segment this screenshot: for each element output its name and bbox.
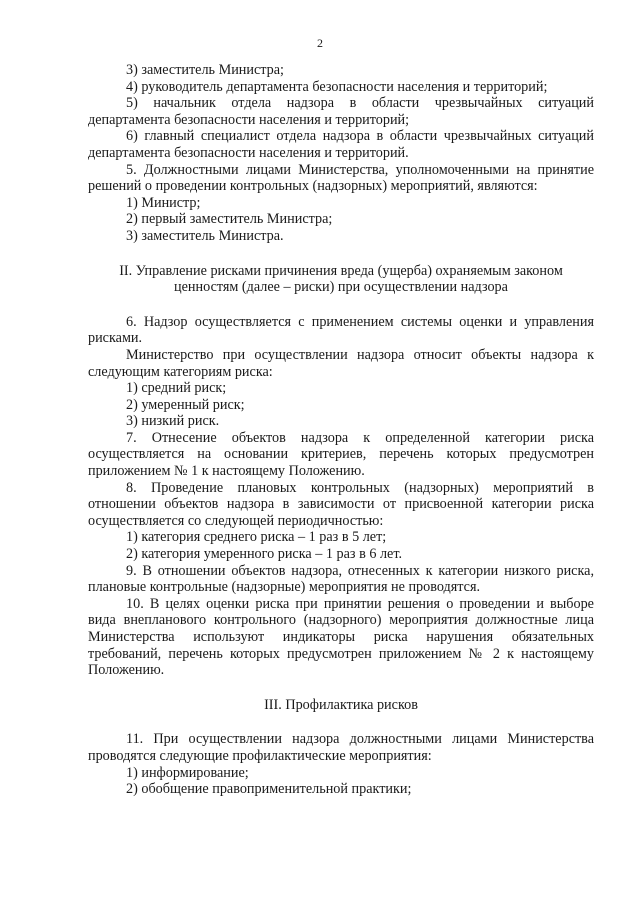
clause-10: 10. В целях оценки риска при принятии решения о проведении и выборе вида внепланового контрольного (надзорного) мероприятия должностные лица Министерства используют индикаторы риска нарушения обязательных требований, перечень которых предусмотрен приложением № 2 к настоящему Положению. — [88, 595, 594, 679]
clause-8: 8. Проведение плановых контрольных (надзорных) мероприятий в отношении объектов надзора в зависимости от присвоенной категории риска осуществляется со следующей периодичностью: — [88, 479, 594, 529]
spacer — [88, 245, 594, 263]
list-item: 2) обобщение правоприменительной практики; — [126, 781, 412, 798]
spacer — [88, 713, 594, 731]
clause-11: 11. При осуществлении надзора должностными лицами Министерства проводятся следующие профилактические мероприятия: — [88, 731, 594, 764]
list-item: 1) информирование; — [126, 764, 249, 781]
clause-9: 9. В отношении объектов надзора, отнесенных к категории низкого риска, плановые контрольные (надзорные) мероприятия не проводятся. — [88, 562, 594, 596]
spacer — [88, 679, 594, 697]
list-item: 6) главный специалист отдела надзора в области чрезвычайных ситуаций департамента безопасности населения и территорий. — [88, 128, 594, 161]
list-item: 2) категория умеренного риска – 1 раз в 6 лет. — [126, 546, 403, 563]
list-item: 1) средний риск; — [126, 380, 227, 397]
page-number: 2 — [317, 36, 323, 50]
section-heading-3: III. Профилактика рисков — [264, 696, 418, 713]
document-body — [88, 62, 594, 798]
clause-5: 5. Должностными лицами Министерства, уполномоченными на принятие решений о проведении контрольных (надзорных) мероприятий, являются: — [88, 161, 594, 195]
clause-6: 6. Надзор осуществляется с применением системы оценки и управления рисками. — [88, 313, 594, 347]
list-item: 3) низкий риск. — [126, 413, 220, 430]
list-item: 3) заместитель Министра. — [126, 227, 284, 244]
section-heading-2: II. Управление рисками причинения вреда (ущерба) охраняемым законом ценностям (далее – риски) при осуществлении надзора — [119, 262, 563, 296]
clause-7: 7. Отнесение объектов надзора к определенной категории риска осуществляется на основании критериев, перечень которых предусмотрен приложением № 1 к настоящему Положению. — [88, 429, 594, 480]
list-item: 2) первый заместитель Министра; — [126, 211, 333, 228]
list-item: 4) руководитель департамента безопасности населения и территорий; — [126, 78, 548, 95]
list-item: 3) заместитель Министра; — [126, 62, 284, 78]
list-item: 2) умеренный риск; — [126, 396, 245, 413]
spacer — [88, 296, 594, 314]
list-item: 1) категория среднего риска – 1 раз в 5 лет; — [126, 529, 387, 546]
paragraph-categories: Министерство при осуществлении надзора относит объекты надзора к следующим категориям риска: — [88, 346, 594, 380]
list-item: 5) начальник отдела надзора в области чрезвычайных ситуаций департамента безопасности населения и территорий; — [88, 95, 594, 128]
list-item: 1) Министр; — [126, 194, 201, 211]
